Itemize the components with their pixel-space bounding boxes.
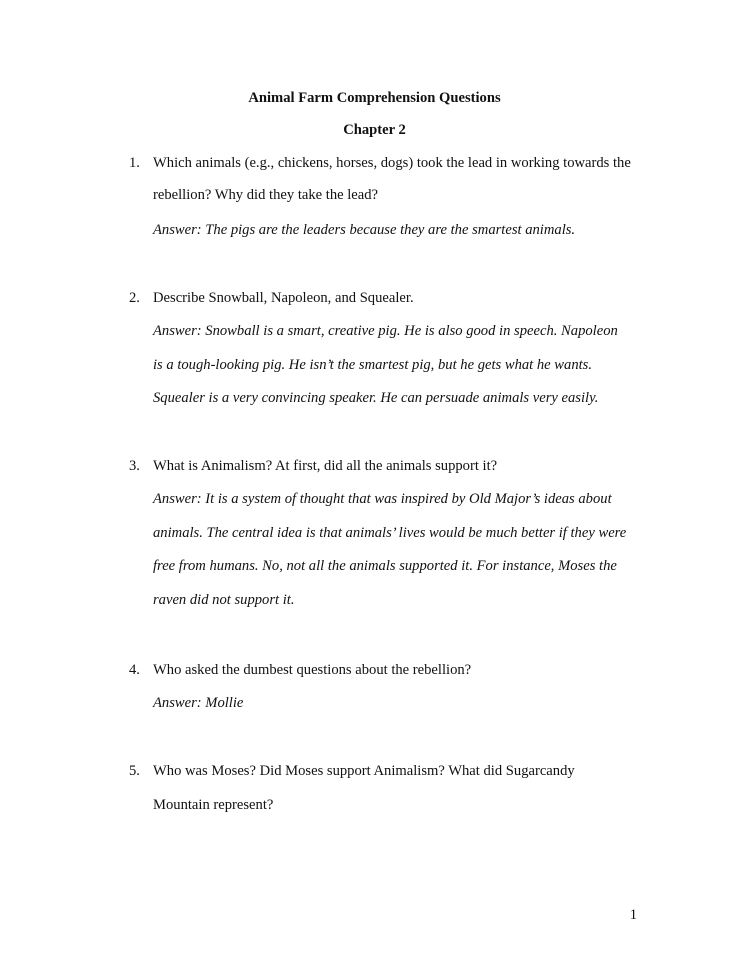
question-number: 3. bbox=[129, 458, 140, 474]
answer-text-line: Answer: It is a system of thought that was inspired by Old Major’s ideas about bbox=[153, 491, 612, 507]
answer-text-line: is a tough-looking pig. He isn’t the smartest pig, but he gets what he wants. bbox=[153, 357, 593, 373]
question-text-line: What is Animalism? At first, did all the animals support it? bbox=[153, 458, 498, 474]
question-number: 1. bbox=[129, 155, 140, 171]
chapter-heading: Chapter 2 bbox=[343, 122, 406, 138]
answer-text-line: Answer: Mollie bbox=[153, 695, 244, 711]
question-text-line: Mountain represent? bbox=[153, 797, 274, 813]
question-text-line: Describe Snowball, Napoleon, and Squealer. bbox=[153, 290, 414, 306]
question-number: 4. bbox=[129, 662, 140, 678]
answer-text-line: Answer: The pigs are the leaders because they are the smartest animals. bbox=[153, 222, 576, 238]
page-number: 1 bbox=[629, 907, 637, 923]
answer-text-line: free from humans. No, not all the animals supported it. For instance, Moses the bbox=[153, 558, 617, 574]
question-text-line: Who asked the dumbest questions about the rebellion? bbox=[153, 662, 472, 678]
answer-text-line: Squealer is a very convincing speaker. He can persuade animals very easily. bbox=[153, 390, 599, 406]
answer-text-line: raven did not support it. bbox=[153, 592, 295, 608]
document-title: Animal Farm Comprehension Questions bbox=[248, 90, 501, 106]
question-number: 2. bbox=[129, 290, 140, 306]
answer-text-line: Answer: Snowball is a smart, creative pig. He is also good in speech. Napoleon bbox=[153, 323, 618, 339]
question-text-line: Which animals (e.g., chickens, horses, dogs) took the lead in working towards the bbox=[153, 155, 631, 171]
question-number: 5. bbox=[129, 763, 140, 779]
question-text-line: rebellion? Why did they take the lead? bbox=[153, 187, 379, 203]
answer-text-line: animals. The central idea is that animals’ lives would be much better if they were bbox=[153, 525, 627, 541]
question-text-line: Who was Moses? Did Moses support Animalism? What did Sugarcandy bbox=[153, 763, 575, 779]
